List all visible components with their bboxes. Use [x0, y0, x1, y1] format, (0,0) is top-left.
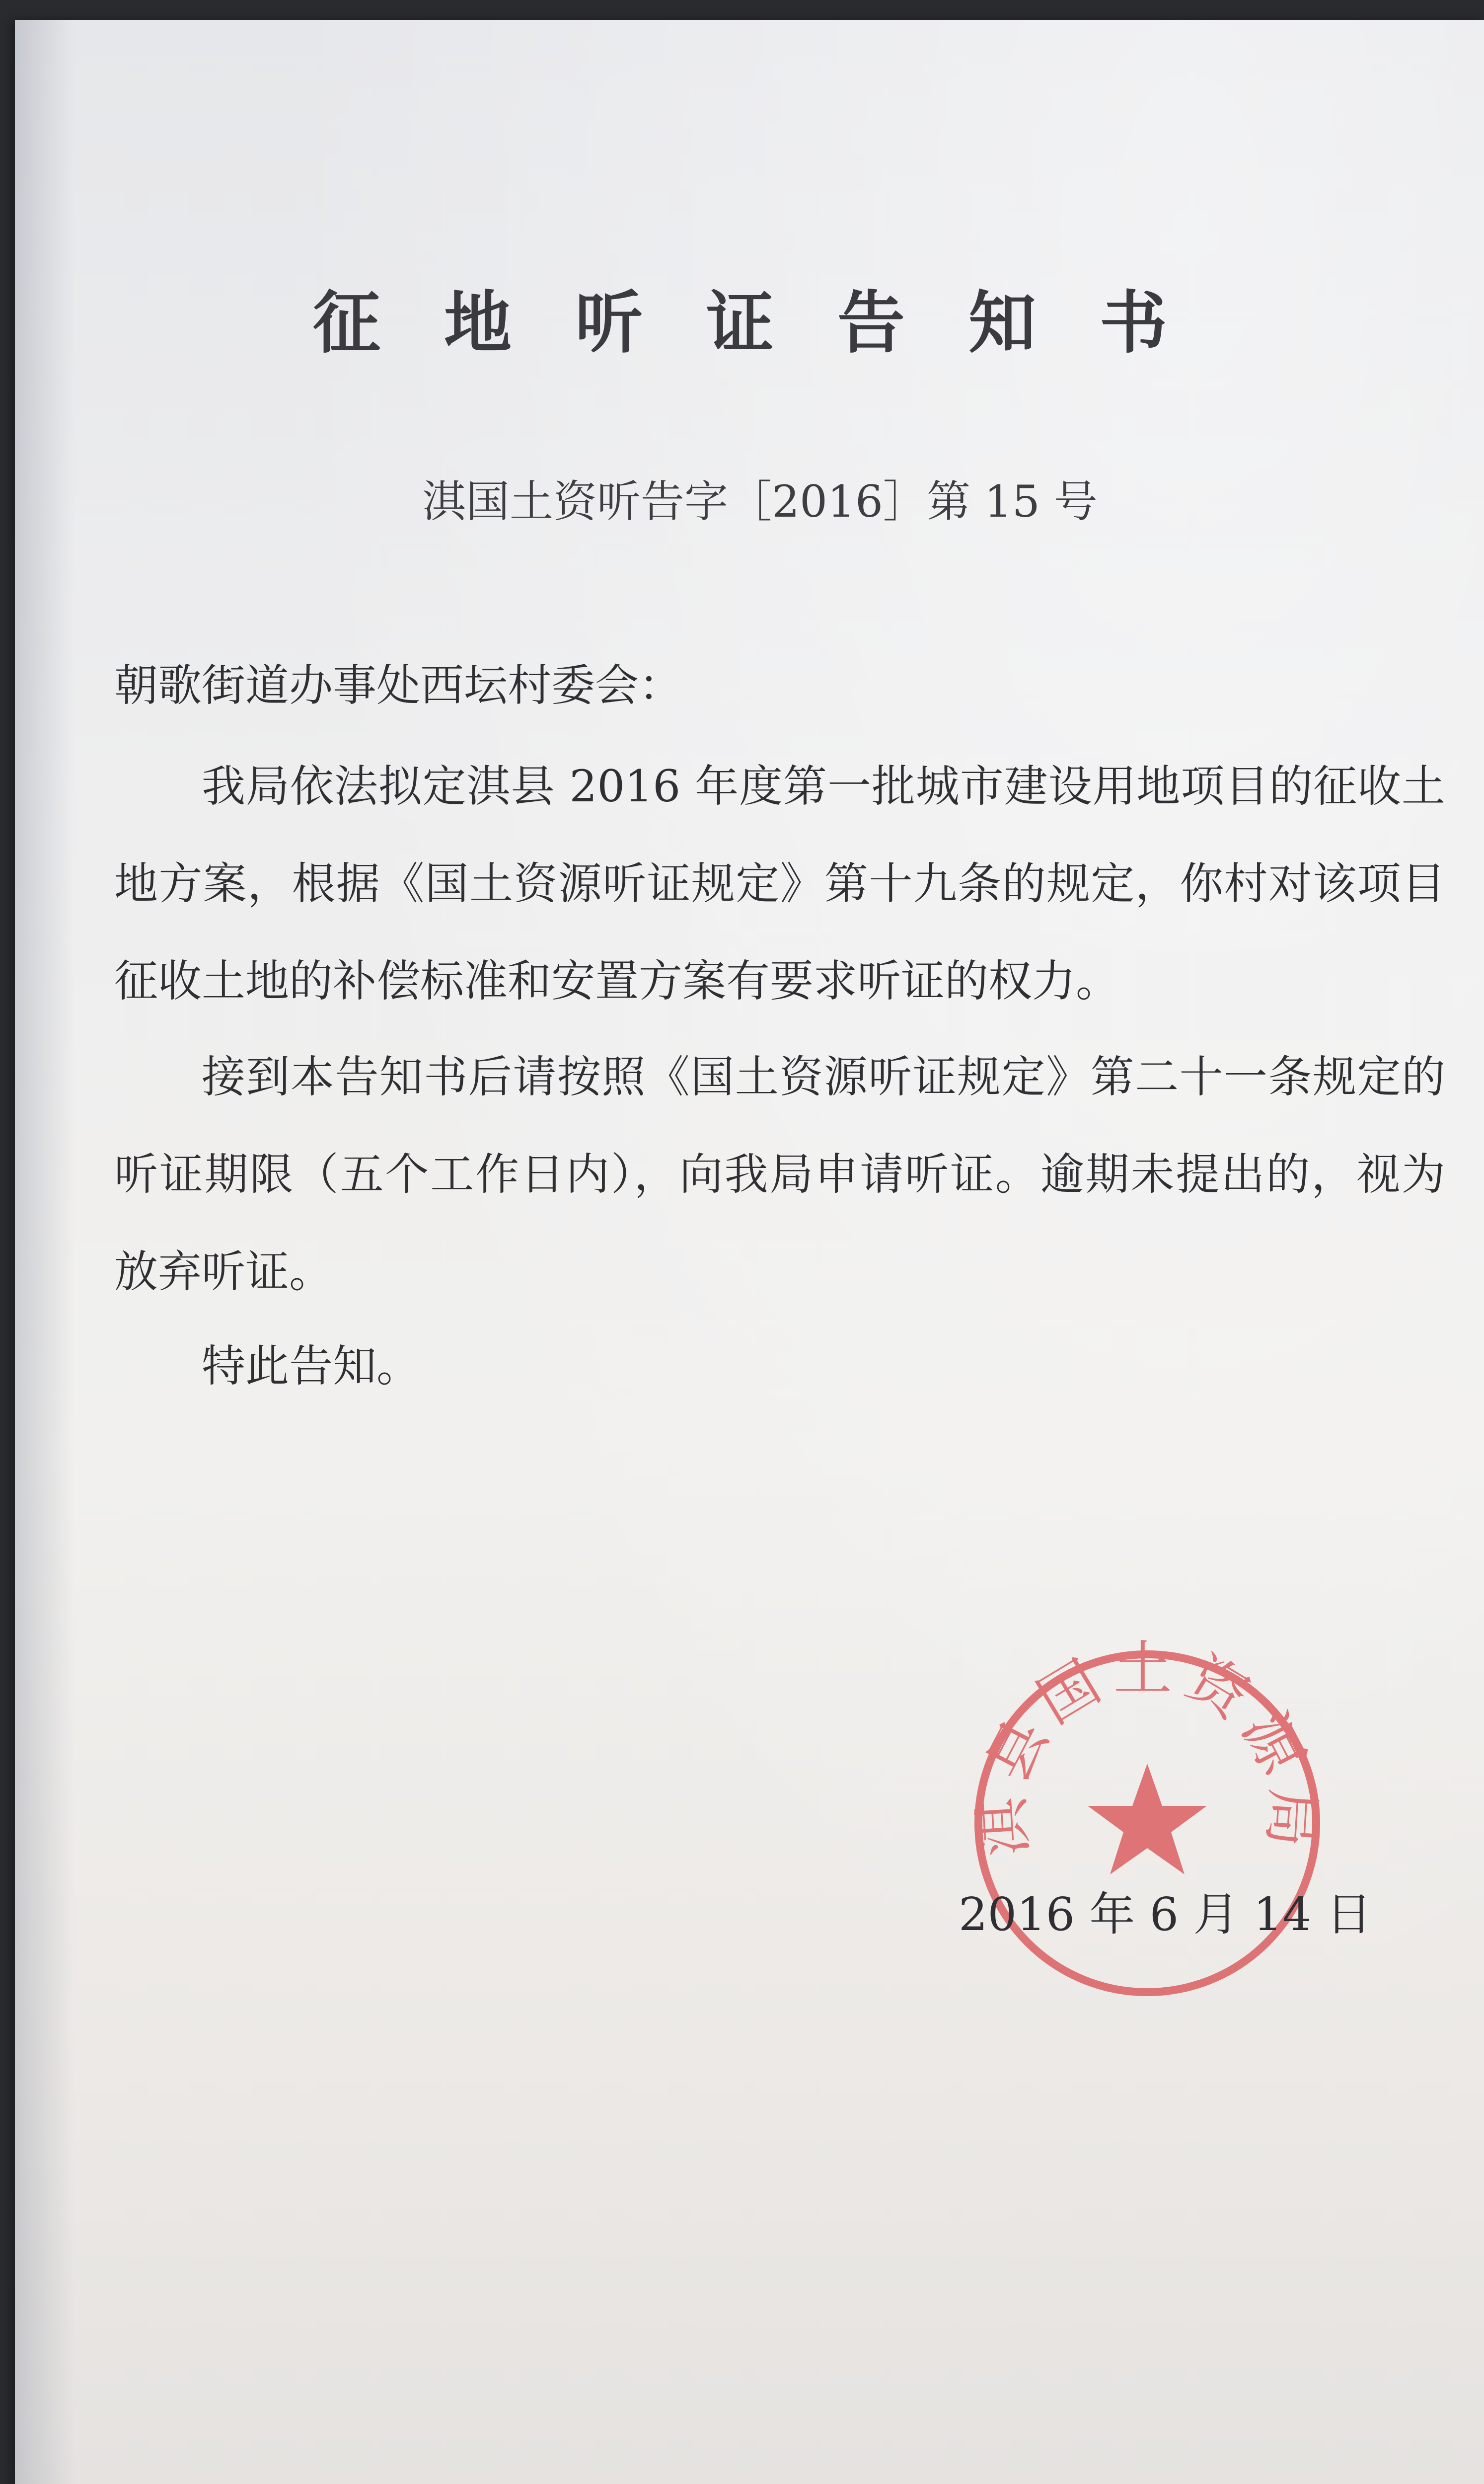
- document-title: 征地听证告知书: [313, 283, 1231, 363]
- salutation: 朝歌街道办事处西坛村委会：: [114, 660, 683, 711]
- closing-line: 特此告知。: [202, 1340, 421, 1392]
- star-icon: [1088, 1764, 1207, 1874]
- document-date: 2016 年 6 月 14 日: [959, 1888, 1372, 1941]
- body-paragraph-1: 我局依法拟定淇县 2016 年度第一批城市建设用地项目的征收土地方案，根据《国土资源听证规定》第十九条的规定，你村对该项目征收土地的补偿标准和安置方案有要求听证的权力。: [114, 761, 1445, 1007]
- svg-text:淇县国土资源局: 淇县国土资源局: [966, 1639, 1328, 1859]
- page-edge-shadow: [15, 20, 74, 2484]
- body-paragraph-2: 接到本告知书后请按照《国土资源听证规定》第二十一条规定的听证期限（五个工作日内），向我局申请听证。逾期未提出的，视为放弃听证。: [114, 1051, 1445, 1297]
- document-page: [15, 20, 1484, 2484]
- document-number: 淇国土资听告字［2016］第 15 号: [422, 476, 1098, 527]
- official-seal: [964, 1639, 1331, 2007]
